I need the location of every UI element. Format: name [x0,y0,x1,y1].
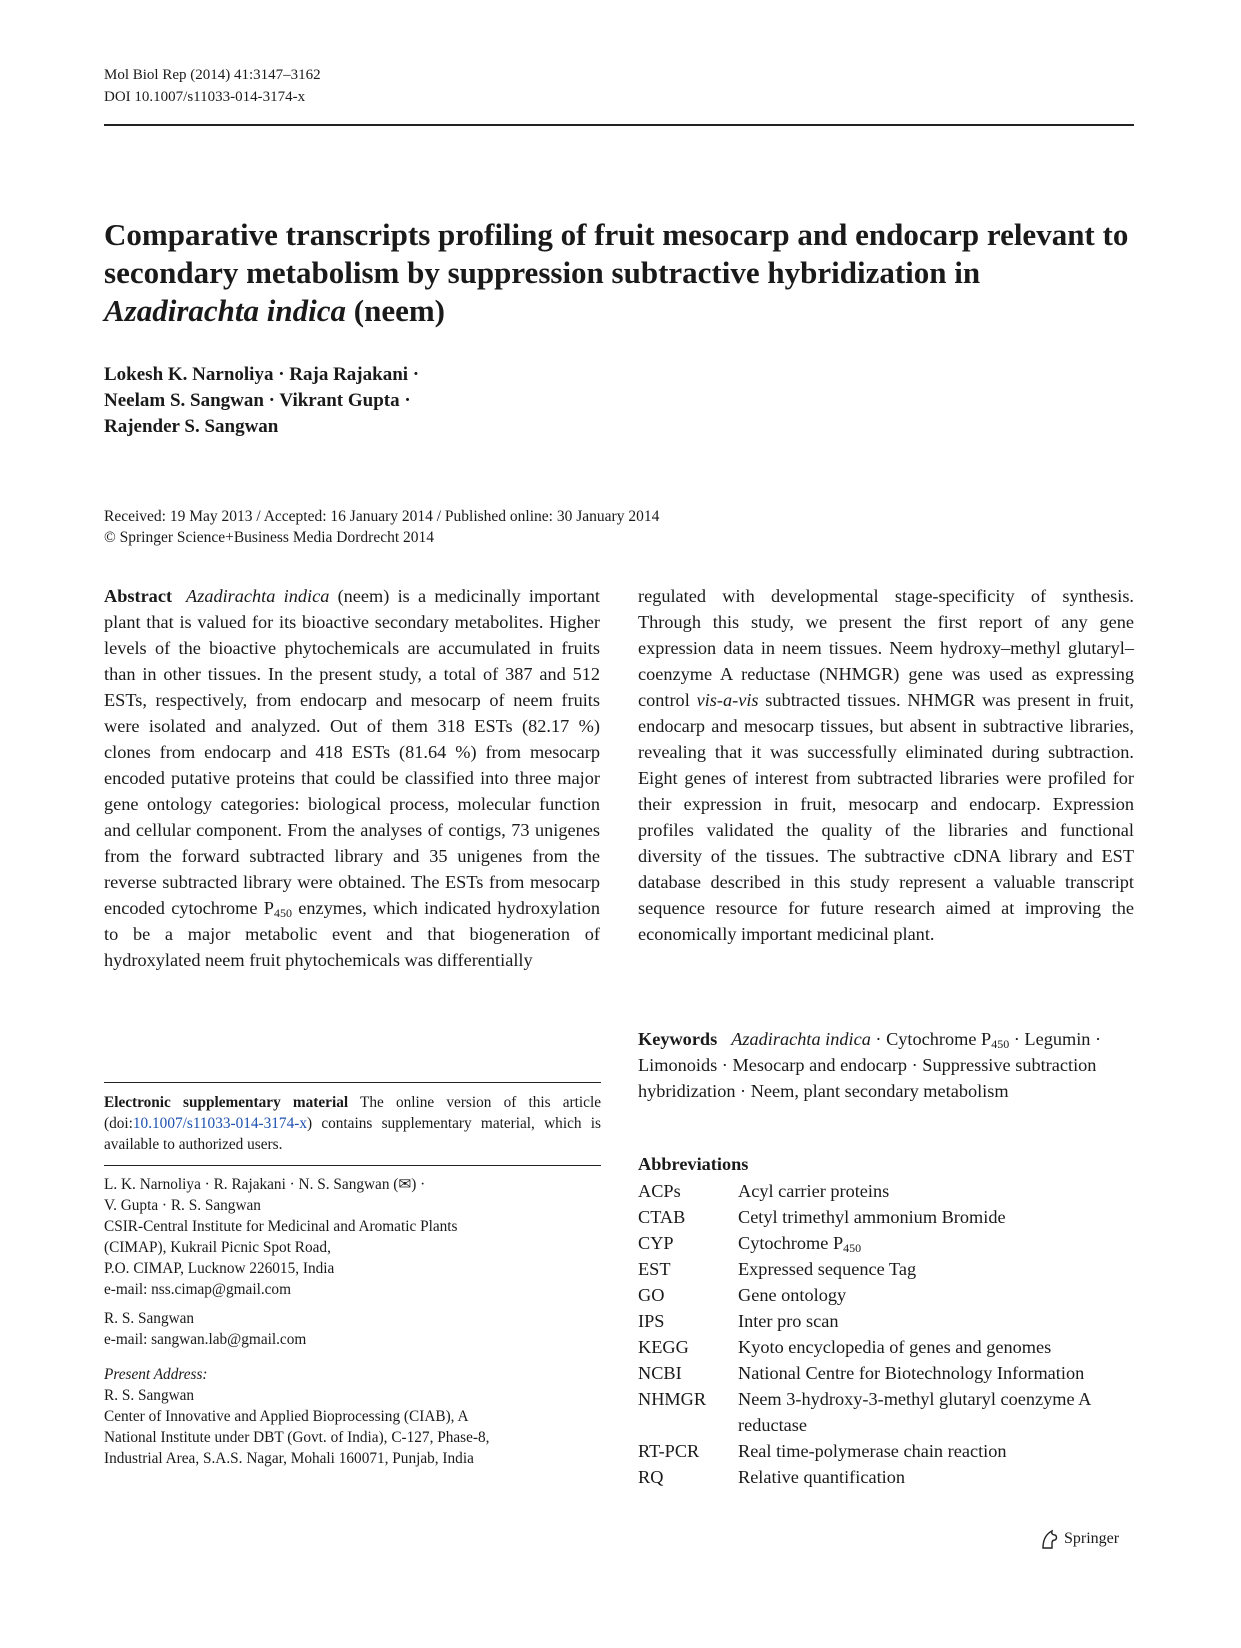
abbreviation-row [638,1360,1138,1386]
abbreviation-row [638,1464,1138,1490]
abstract-label: Abstract [104,586,173,606]
abbreviation-value: Acyl carrier proteins [738,1181,890,1201]
title-species: Azadirachta indica [104,293,347,328]
article-title: Comparative transcripts profiling of fruit mesocarp and endocarp relevant to secondary metabolism by suppression subtractive hybridization in Azadirachta indica (neem) [104,217,1129,328]
abbreviation-row [638,1204,1138,1230]
abbreviation-value: Neem 3-hydroxy-3-methyl glutaryl coenzyme A reductase [738,1389,1091,1435]
abbreviation-row [638,1438,1138,1464]
abbreviation-value: Inter pro scan [738,1311,839,1331]
copyright: © Springer Science+Business Media Dordrecht 2014 [104,529,435,546]
abbreviation-row [638,1256,1138,1282]
abbreviation-value: Cetyl trimethyl ammonium Bromide [738,1207,1006,1227]
abbreviation-key: IPS [638,1311,665,1331]
abbreviation-value: Gene ontology [738,1285,847,1305]
header-rule [104,124,1134,126]
abbreviation-value: Kyoto encyclopedia of genes and genomes [738,1337,1052,1357]
doi-line: DOI 10.1007/s11033-014-3174-x [104,89,306,105]
supplementary-note: Electronic supplementary material The online version of this article (doi:10.1007/s11033-014-3174-x) contains supplementary material, which is available to authorized users. [104,1094,601,1153]
abstract-col1: Abstract Azadirachta indica (neem) is a medicinally important plant that is valued for its bioactive secondary metabolites. Higher levels of the bioactive phytochemicals are accumulated in fruits than in other tissues. In the present study, a total of 387 and 512 ESTs, respectively, from endocarp and mesocarp of neem fruits were isolated and analyzed. Out of them 318 ESTs (82.17 %) clones from endocarp and 418 ESTs (81.64 %) from mesocarp encoded putative proteins that could be classified into three major gene ontology categories: biological process, molecular function and cellular component. From the analyses of contigs, 73 unigenes from the forward subtracted library and 35 unigenes from the reverse subtracted library were obtained. The ESTs from mesocarp encoded cytochrome $P_{450}$ enzymes, which indicated hydroxylation to be a major metabolic event and that biogeneration of hydroxylated neem fruit phytochemicals was differentially [104,586,600,970]
doi-link[interactable]: 10.1007/s11033-014-3174-x [132,1115,307,1132]
author-list: Lokesh K. Narnoliya · Raja Rajakani · Neelam S. Sangwan · Vikrant Gupta · Rajender S. Sangwan [104,364,420,437]
abbreviation-key: CTAB [638,1207,686,1227]
publication-dates: Received: 19 May 2013 / Accepted: 16 January 2014 / Published online: 30 January 2014 © Springer Science+Business Media Dordrecht 2014 [104,508,660,546]
abbreviation-row [638,1334,1138,1360]
journal-header [104,64,321,108]
present-address: Present Address: R. S. Sangwan Center of Innovative and Applied Bioprocessing (CIAB), A National Institute under DBT (Govt. of India), C-127, Phase-8, Industrial Area, S.A.S. Nagar, Mohali 160071, Punjab, India [104,1366,490,1467]
abbreviation-key: RT-PCR [638,1441,700,1461]
abstract-col2: regulated with developmental stage-specificity of synthesis. Through this study, we present the first report of any gene expression data in neem tissues. Neem hydroxy–methyl glutaryl–coenzyme A reductase (NHMGR) gene was used as expressing control vis-a-vis subtracted tissues. NHMGR was present in fruit, endocarp and mesocarp tissues, but absent in subtractive libraries, revealing that it was successfully eliminated during subtraction. Eight genes of interest from subtracted libraries were profiled for their expression in fruit, mesocarp and endocarp. Expression profiles validated the quality of the libraries and functional diversity of the tissues. The subtractive cDNA library and EST database described in this study represent a valuable transcript sequence resource for future research aimed at improving the economically important medicinal plant. [638,586,1135,944]
abbreviation-value: Real time-polymerase chain reaction [738,1441,1007,1461]
abbreviation-value: Relative quantification [738,1467,906,1487]
email-2: e-mail: sangwan.lab@gmail.com [104,1331,307,1348]
publisher-footer [1040,1528,1119,1550]
abbreviation-row [638,1230,1138,1256]
abbreviation-key: ACPs [638,1181,681,1201]
abbreviation-key: CYP [638,1233,674,1253]
affiliation-rule [104,1165,601,1166]
abbreviation-row [638,1386,1138,1438]
journal-citation: Mol Biol Rep (2014) 41:3147–3162 [104,67,321,83]
abbreviation-row [638,1282,1138,1308]
abbreviation-key: RQ [638,1467,664,1487]
abbreviation-key: NHMGR [638,1389,707,1409]
springer-horse-icon [1040,1528,1060,1550]
abbreviation-row [638,1178,1138,1204]
abbreviations-heading: Abbreviations [638,1154,749,1174]
abbreviation-row [638,1308,1138,1334]
abbreviation-key: EST [638,1259,671,1279]
publisher-name: Springer [1064,1530,1120,1547]
keywords-label: Keywords [638,1029,718,1049]
abbreviations-list [638,1178,1138,1490]
affiliation: L. K. Narnoliya · R. Rajakani · N. S. Sangwan (✉) · V. Gupta · R. S. Sangwan CSIR-Central Institute for Medicinal and Aromatic Plants (CIMAP), Kukrail Picnic Spot Road, P.O. CIMAP, Lucknow 226015, India e-mail: nss.cimap@gmail.com R. S. Sangwan e-mail: sangwan.lab@gmail.com [104,1174,601,1350]
footnote-rule [104,1082,601,1083]
keywords: Keywords Azadirachta indica · Cytochrome $P_{450}$ · Legumin · Limonoids · Mesocarp and endocarp · Suppressive subtraction hybridization · Neem, plant secondary metabolism [638,1029,1102,1101]
abbreviation-key: GO [638,1285,665,1305]
abbreviation-key: KEGG [638,1337,689,1357]
email-1: e-mail: nss.cimap@gmail.com [104,1281,291,1298]
abbreviation-value: National Centre for Biotechnology Information [738,1363,1085,1383]
abbreviation-value: Cytochrome $P_{450}$ [738,1233,862,1255]
abbreviation-key: NCBI [638,1363,682,1383]
abbreviation-value: Expressed sequence Tag [738,1259,917,1279]
